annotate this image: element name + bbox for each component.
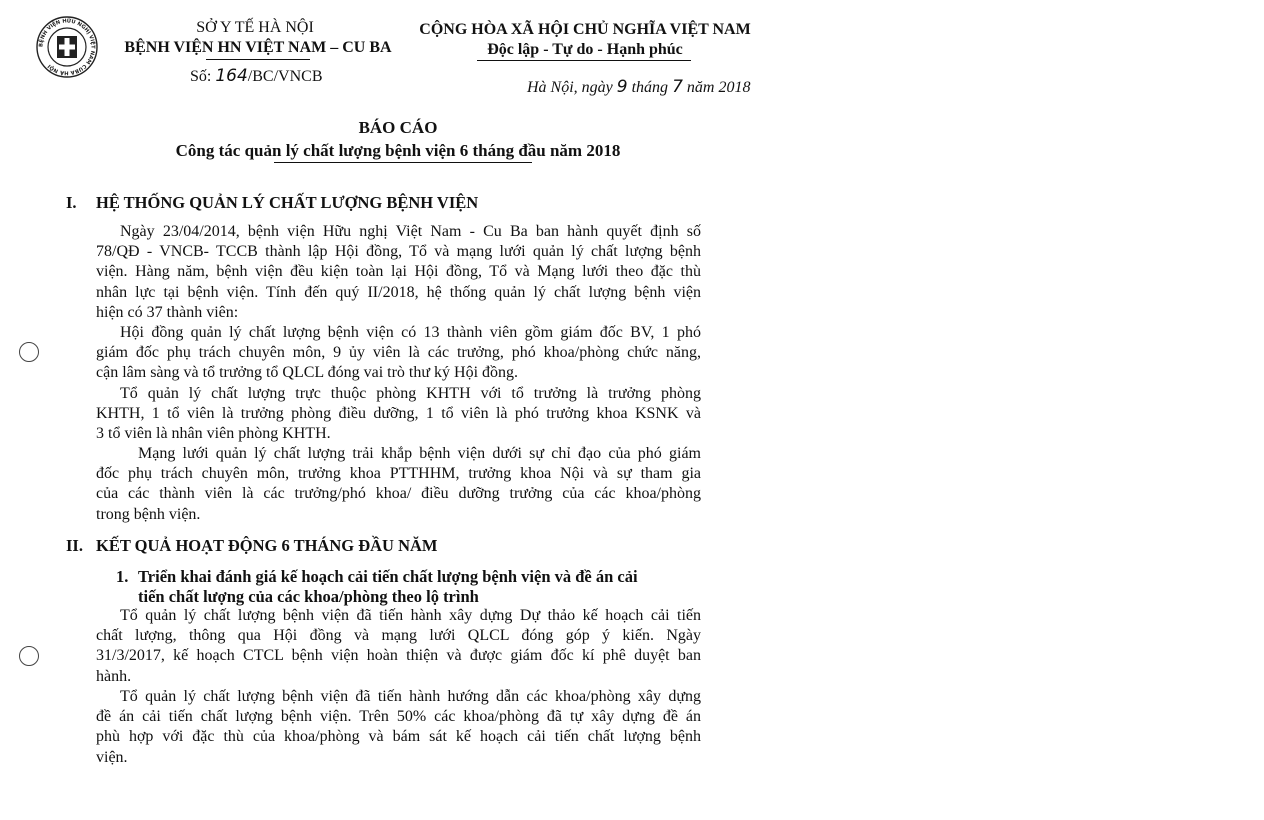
report-title: BÁO CÁO [358,118,438,137]
report-subtitle-underline [274,162,532,163]
national-title: CỘNG HÒA XÃ HỘI CHỦ NGHĨA VIỆT NAM [419,21,751,38]
hospital-name: BỆNH VIỆN HN VIỆT NAM – CU BA [124,39,392,56]
section-1-heading: HỆ THỐNG QUẢN LÝ CHẤT LƯỢNG BỆNH VIỆN [96,193,479,212]
date-month-handwritten: 7 [672,77,683,97]
subsection-1-number: 1. [116,567,129,586]
punch-hole-top [19,342,39,362]
national-motto-underline [477,60,691,61]
section-2-paragraph-2: Tổ quản lý chất lượng bệnh viện đã tiến hành hướng dẫn các khoa/phòng xây dựng đề án cải tiến chất lượng bệnh viện. Trên 50% các khoa/phòng đã tự xây dựng đề án phù hợp với đặc thù của khoa/phòng và bám sát kế hoạch cải tiến chất lượng bệnh viện. [96,688,701,766]
hospital-name-underline [206,59,310,60]
document-number: Số: 164/BC/VNCB [190,66,323,86]
national-motto: Độc lập - Tự do - Hạnh phúc [487,41,683,58]
section-2-paragraph-1: Tổ quản lý chất lượng bệnh viện đã tiến hành xây dựng Dự thảo kế hoạch cải tiến chất lượng, thông qua Hội đồng và mạng lưới QLCL đóng góp ý kiến. Ngày 31/3/2017, kế hoạch CTCL bệnh viện hoàn thiện và được giám đốc kí phê duyệt ban hành. [96,607,701,685]
date-day-handwritten: 9 [616,77,628,97]
report-subtitle: Công tác quản lý chất lượng bệnh viện 6 tháng đầu năm 2018 [175,141,621,160]
section-2-number: II. [66,536,83,555]
subsection-1-heading-line-2: tiến chất lượng của các khoa/phòng theo lộ trình [138,587,479,606]
section-1-number: I. [66,193,77,212]
document-date: Hà Nội, ngày 9 tháng 7 năm 2018 [527,77,751,97]
section-1-paragraph-1: Ngày 23/04/2014, bệnh viện Hữu nghị Việt Nam - Cu Ba ban hành quyết định số 78/QĐ - VNCB- TCCB thành lập Hội đồng, Tổ và mạng lưới quản lý chất lượng bệnh viện. Hàng năm, bệnh viện đều kiện toàn lại Hội đồng, Tổ và Mạng lưới theo đặc thù nhân lực tại bệnh viện. Tính đến quý II/2018, hệ thống quản lý chất lượng bệnh viện hiện có 37 thành viên: [96,223,701,321]
section-1-paragraph-4: Mạng lưới quản lý chất lượng trải khắp bệnh viện dưới sự chỉ đạo của phó giám đốc phụ trách chuyên môn, trưởng khoa PTTHHM, trưởng khoa Nội và sự tham gia của các thành viên là các trưởng/phó khoa/ điều dưỡng trưởng của các khoa/phòng trong bệnh viện. [96,445,701,523]
section-1-paragraph-3: Tổ quản lý chất lượng trực thuộc phòng KHTH với tổ trưởng là trưởng phòng KHTH, 1 tổ viên là trưởng phòng điều dưỡng, 1 tổ viên là phó trưởng khoa KSNK và 3 tổ viên là nhân viên phòng KHTH. [96,385,701,443]
section-2-heading: KẾT QUẢ HOẠT ĐỘNG 6 THÁNG ĐẦU NĂM [96,536,438,555]
section-1-paragraph-2: Hội đồng quản lý chất lượng bệnh viện có 13 thành viên gồm giám đốc BV, 1 phó giám đốc phụ trách chuyên môn, 9 ủy viên là các trưởng, phó khoa/phòng chức năng, cận lâm sàng và tổ trưởng tổ QLCL đóng vai trò thư ký Hội đồng. [96,324,701,382]
subsection-1-heading-line-1: Triển khai đánh giá kế hoạch cải tiến chất lượng bệnh viện và đề án cải [138,567,638,586]
svg-text:BỆNH VIỆN HỮU NGHỊ VIỆT NAM CU: BỆNH VIỆN HỮU NGHỊ VIỆT NAM CUBA HÀ NỘI [38,18,96,76]
document-number-handwritten: 164 [215,66,248,86]
hospital-seal-icon [34,14,100,80]
ministry-name: SỞ Y TẾ HÀ NỘI [196,19,314,36]
punch-hole-bottom [19,646,39,666]
